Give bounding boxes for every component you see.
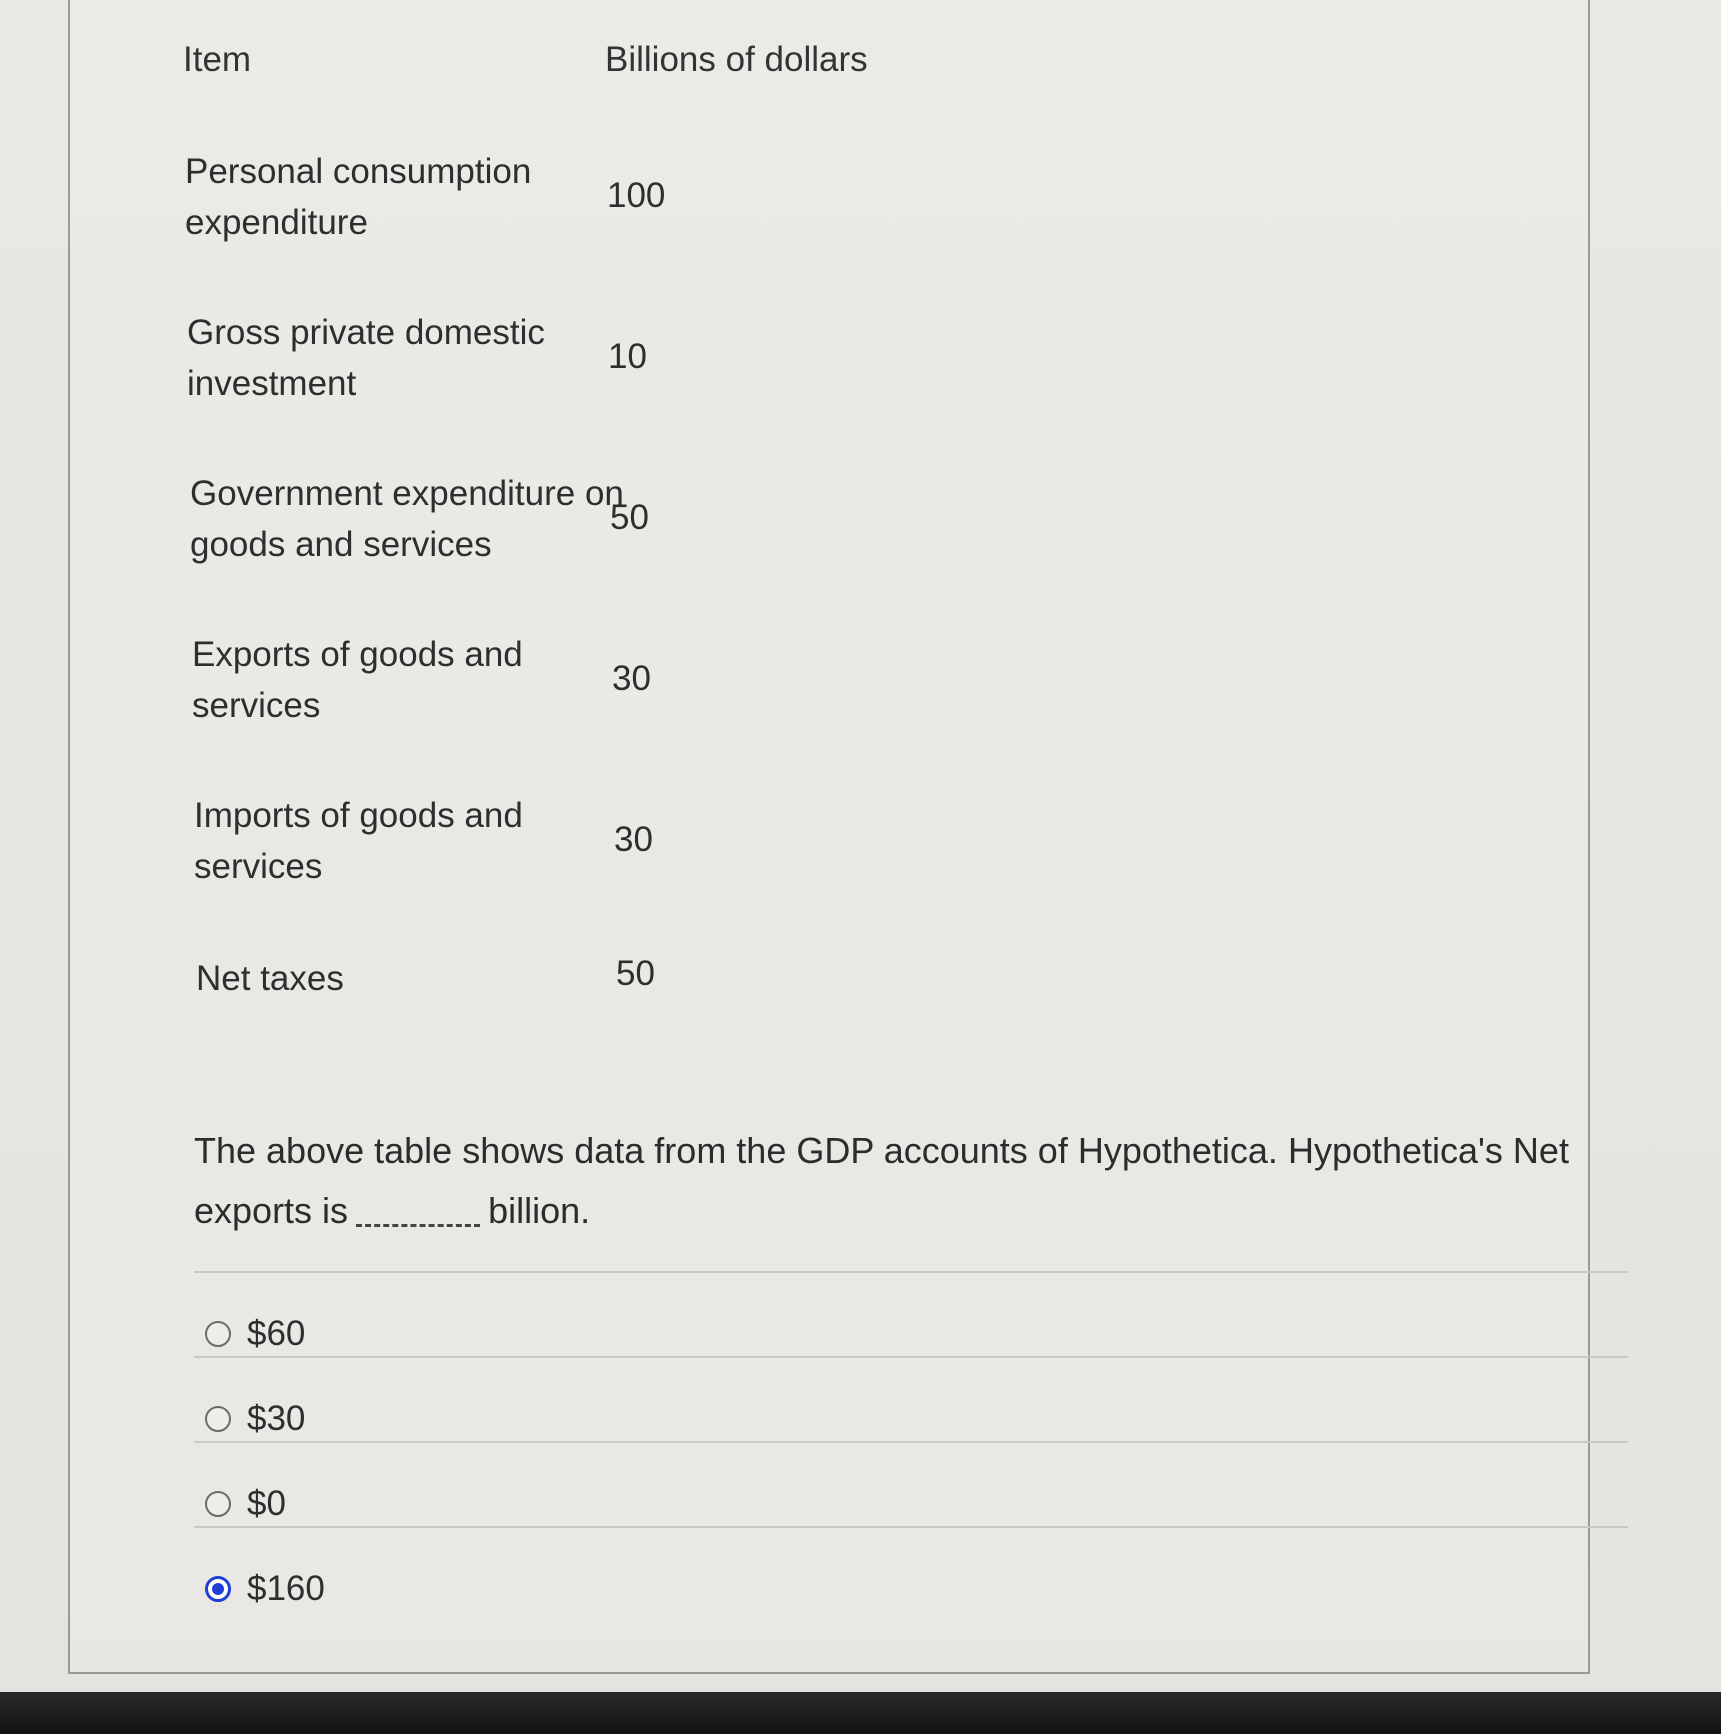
table-row-value: 50 [610, 498, 649, 537]
table-row-value: 100 [607, 176, 666, 215]
radio-unselected-icon[interactable] [205, 1321, 231, 1347]
option-label: $160 [247, 1569, 325, 1608]
answer-blank [356, 1214, 480, 1227]
question-text-before: The above table shows data from the GDP accounts of Hypothetica. Hypothetica's Net exports is [194, 1130, 1569, 1231]
answer-option-160[interactable] [205, 1564, 325, 1614]
table-row-label: Personal consumption expenditure [185, 152, 532, 242]
table-row-label: Imports of goods and services [194, 796, 523, 886]
table-row-label: Gross private domestic investment [187, 313, 545, 403]
option-label: $60 [247, 1314, 306, 1353]
table-row-value: 50 [616, 954, 655, 993]
table-header-item: Item [183, 40, 252, 79]
table-row-value: 10 [608, 337, 647, 376]
answer-option-60[interactable] [205, 1309, 305, 1359]
option-label: $0 [247, 1484, 286, 1523]
question-panel [68, 0, 1590, 1674]
answer-option-30[interactable] [205, 1394, 305, 1444]
question-text-after: billion. [488, 1190, 591, 1231]
divider [194, 1526, 1628, 1528]
table-row-label: Net taxes [196, 959, 344, 998]
table-row-value: 30 [614, 820, 653, 859]
divider [194, 1356, 1628, 1358]
monitor-bezel [0, 1692, 1721, 1734]
option-label: $30 [247, 1399, 306, 1438]
divider [194, 1271, 1628, 1273]
answer-option-0[interactable] [205, 1479, 286, 1529]
question-text [194, 1121, 1614, 1241]
table-row-label: Government expenditure on goods and services [190, 474, 624, 564]
radio-selected-icon[interactable] [205, 1576, 231, 1602]
table-row-value: 30 [612, 659, 651, 698]
divider [194, 1441, 1628, 1443]
radio-unselected-icon[interactable] [205, 1491, 231, 1517]
radio-unselected-icon[interactable] [205, 1406, 231, 1432]
table-row-label: Exports of goods and services [192, 635, 523, 725]
table-header-value: Billions of dollars [605, 40, 868, 79]
